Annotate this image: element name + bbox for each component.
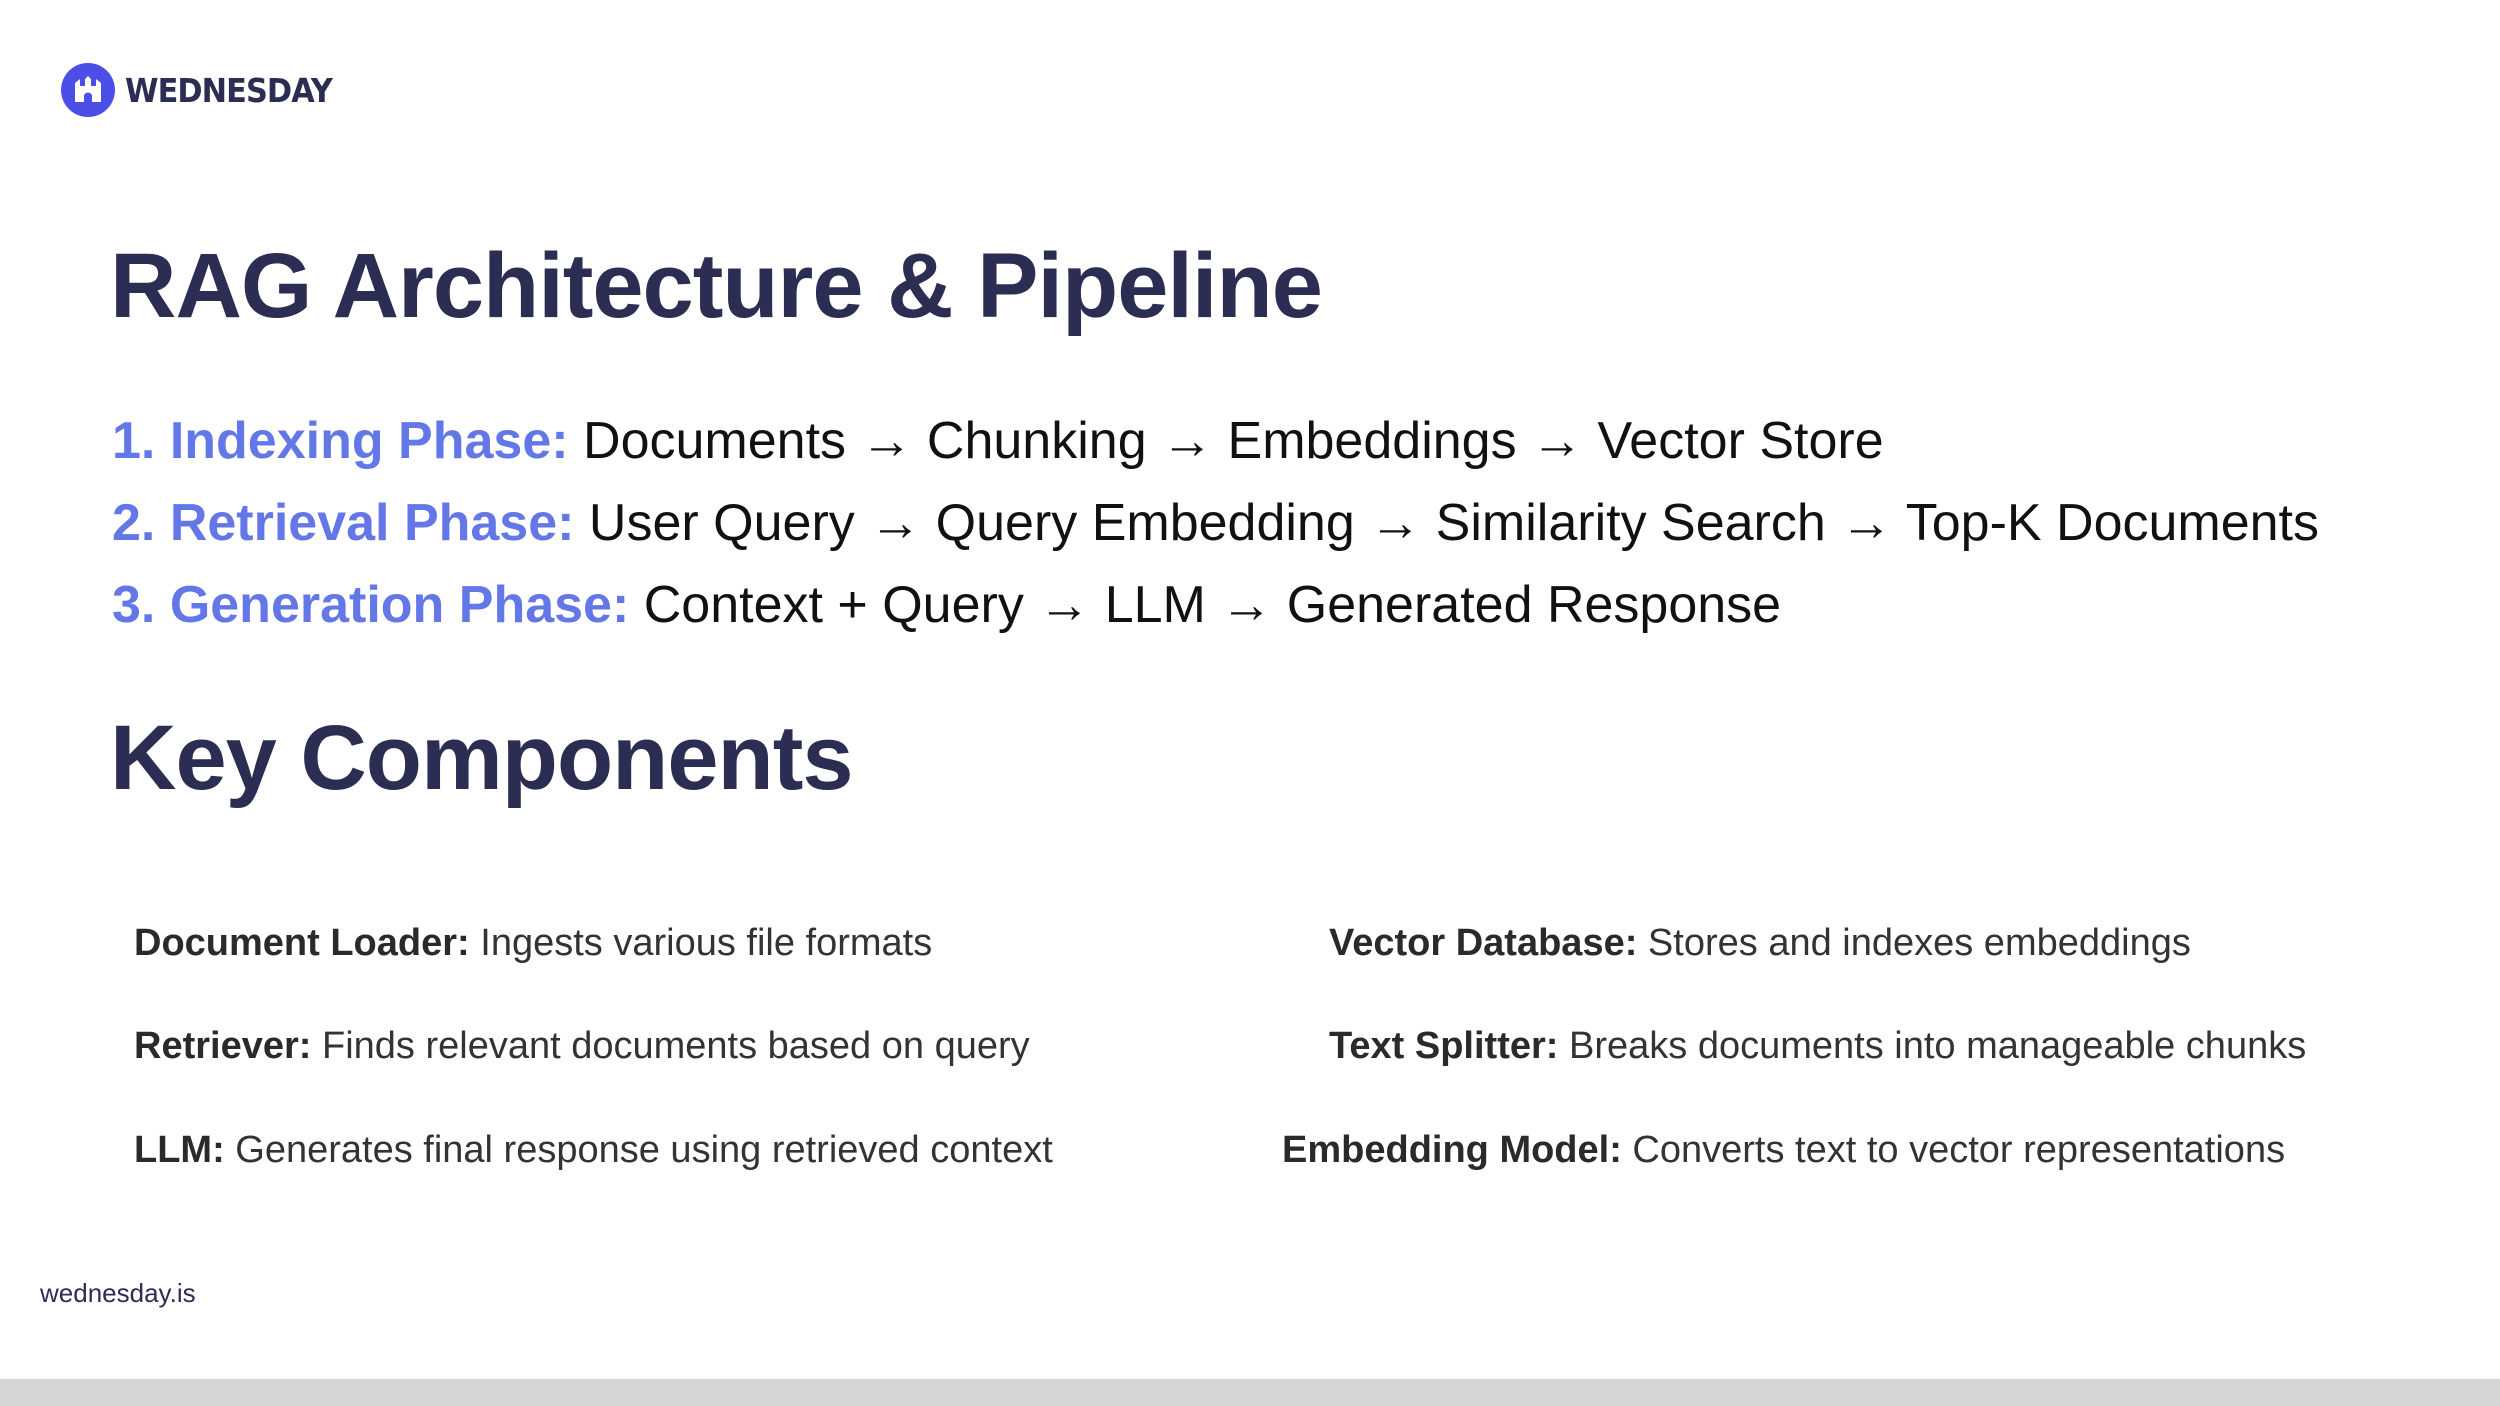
component-name: Text Splitter: <box>1329 1025 1559 1067</box>
phase-text: Documents → Chunking → Embeddings → Vector Store <box>568 412 1884 470</box>
component-description: Stores and indexes embeddings <box>1637 922 2191 964</box>
component-name: Document Loader: <box>134 922 470 964</box>
component-description: Ingests various file formats <box>469 922 933 964</box>
phase-indexing <box>112 400 2319 482</box>
component-vector-database <box>1329 924 2191 962</box>
component-description: Generates final response using retrieved context <box>224 1129 1053 1171</box>
slide-title: RAG Architecture & Pipeline <box>110 235 1322 337</box>
brand-logo <box>61 63 350 117</box>
footer-url[interactable]: wednesday.is <box>40 1278 196 1308</box>
phase-retrieval <box>112 482 2319 564</box>
component-document-loader <box>134 924 932 962</box>
brand-name: WEDNESDAY <box>125 70 332 110</box>
component-retriever <box>134 1027 1030 1065</box>
component-description: Finds relevant documents based on query <box>311 1025 1030 1067</box>
wednesday-castle-logo-icon <box>61 63 115 117</box>
component-embedding-model <box>1282 1131 2285 1169</box>
component-name: Embedding Model: <box>1282 1129 1622 1171</box>
component-llm <box>134 1131 1053 1169</box>
components-title: Key Components <box>110 707 853 809</box>
phase-generation <box>112 564 2319 646</box>
component-name: Retriever: <box>134 1025 312 1067</box>
phase-text: User Query → Query Embedding → Similarity Search → Top-K Documents <box>574 494 2320 552</box>
component-description: Breaks documents into manageable chunks <box>1558 1025 2307 1067</box>
component-name: Vector Database: <box>1329 922 1638 964</box>
phase-label: 3. Generation Phase: <box>112 576 630 634</box>
phase-label: 1. Indexing Phase: <box>112 412 569 470</box>
component-name: LLM: <box>134 1129 225 1171</box>
component-description: Converts text to vector representations <box>1621 1129 2286 1171</box>
bottom-bar <box>0 1379 2500 1406</box>
phase-text: Context + Query → LLM → Generated Response <box>629 576 1782 634</box>
component-text-splitter <box>1329 1027 2306 1065</box>
phase-label: 2. Retrieval Phase: <box>112 494 575 552</box>
phase-list <box>112 400 2319 646</box>
